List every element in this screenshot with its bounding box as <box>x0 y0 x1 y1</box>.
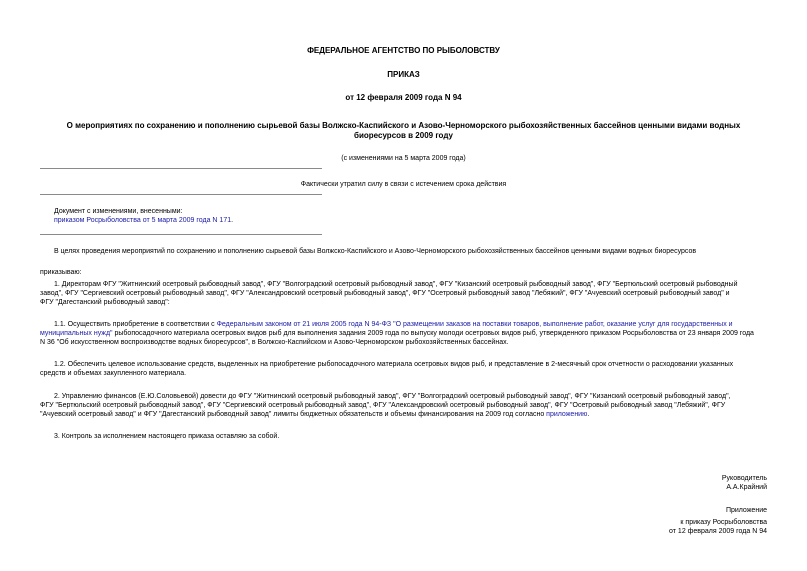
changes-end: . <box>231 217 234 224</box>
p2-line3 <box>40 410 770 419</box>
preamble: В целях проведения мероприятий по сохранению и пополнению сырьевой базы Волжско-Каспийского и Азово-Черноморского рыбохозяйственных бассейнов ценными видами водных биоресурсов <box>54 248 697 255</box>
p2-line1: 2. Управлению финансов (Е.Ю.Соловьевой) довести до ФГУ "Житнинский осетровый рыбоводный завод", ФГУ "Волгоградский осетровый рыбоводный завод", ФГУ "Кизанский осетровый рыбоводный завод", <box>54 393 731 400</box>
p1-line2: завод", ФГУ "Сергиевский осетровый рыбоводный завод", ФГУ "Александровский осетровый рыбоводный завод", ФГУ "Осетровый рыбоводный завод "Лебяжий", ФГУ "Ачуевский осетровый рыбоводный завод" и <box>40 290 730 297</box>
document-title: О мероприятиях по сохранению и пополнению сырьевой базы Волжско-Каспийского и Азово-Черноморского рыбохозяйственных бассейнов ценными видами водных биоресурсов в 2009 году <box>66 121 741 140</box>
order-word: приказываю: <box>40 269 82 276</box>
p11-line2 <box>40 329 770 338</box>
p11-line3: N 36 "Об искусственном воспроизводстве водных биоресурсов", в Волжско-Каспийском и Азово-Черноморском рыбохозяйственных бассейнах. <box>40 339 509 346</box>
changes-label: Документ с изменениями, внесенными: <box>54 208 183 215</box>
p2-line2: ФГУ "Бертюльский осетровый рыбоводный завод", ФГУ "Сергиевский осетровый рыбоводный завод", ФГУ "Александровский осетровый рыбоводный завод", ФГУ "Осетровый рыбоводный завод "Лебяжий", ФГУ <box>40 402 726 409</box>
appendix-ref: к приказу Росрыболовства <box>680 519 767 526</box>
p1-line3: ФГУ "Дагестанский рыбоводный завод": <box>40 299 170 306</box>
federal-law-link-cont[interactable]: муниципальных нужд" <box>40 330 113 337</box>
divider <box>40 168 322 169</box>
p2-line3-end: . <box>587 411 590 418</box>
doc-type-heading: ПРИКАЗ <box>387 70 420 79</box>
divider <box>40 194 322 195</box>
p11-rest2: рыбопосадочного материала осетровых видов рыб для выполнения задания 2009 года по выпуску молоди осетровых видов рыб, утвержденного приказом Росрыболовства от 23 января 2009 года <box>112 330 754 337</box>
federal-law-link[interactable]: Федеральным законом от 21 июля 2005 года N 94-ФЗ "О размещении заказов на поставки товаров, выполнение работ, оказание услуг для государственных и <box>216 321 733 328</box>
appendix-label: Приложение <box>725 507 767 514</box>
p11-line1 <box>54 320 770 329</box>
signature-name: А.А.Крайний <box>726 484 767 491</box>
p2-line3-start: "Ачуевский осетровый завод" и ФГУ "Дагестанский рыбоводный завод" лимиты бюджетных обязательств и объемы финансирования на 2009 год согласно <box>40 411 547 418</box>
amendments-note: (с изменениями на 5 марта 2009 года) <box>341 155 466 162</box>
signature-position: Руководитель <box>721 475 767 482</box>
p11-start: 1.1. Осуществить приобретение в соответствии с <box>54 321 217 328</box>
changes-link[interactable]: приказом Росрыболовства от 5 марта 2009 года N 171 <box>54 217 232 224</box>
p1-line1: 1. Директорам ФГУ "Житнинский осетровый рыбоводный завод", ФГУ "Волгоградский осетровый рыбоводный завод", ФГУ "Кизанский осетровый рыбоводный завод", ФГУ "Бертюльский осетровый рыбоводный <box>54 281 738 288</box>
status-note: Фактически утратил силу в связи с истечением срока действия <box>300 181 507 188</box>
divider <box>40 234 322 235</box>
appendix-link[interactable]: приложению <box>546 411 588 418</box>
p3-text: 3. Контроль за исполнением настоящего приказа оставляю за собой. <box>54 433 280 440</box>
p12-line2: средств и объемах закупленного материала. <box>40 370 187 377</box>
p12-line1: 1.2. Обеспечить целевое использование средств, выделенных на приобретение рыбопосадочного материала осетровых видов рыб, и представление в 2-месячный срок отчетности о расходовании указанных <box>54 361 734 368</box>
changes-line <box>54 216 454 225</box>
agency-heading: ФЕДЕРАЛЬНОЕ АГЕНТСТВО ПО РЫБОЛОВСТВУ <box>307 46 500 55</box>
appendix-date: от 12 февраля 2009 года N 94 <box>669 528 767 535</box>
doc-date-heading: от 12 февраля 2009 года N 94 <box>345 93 462 102</box>
